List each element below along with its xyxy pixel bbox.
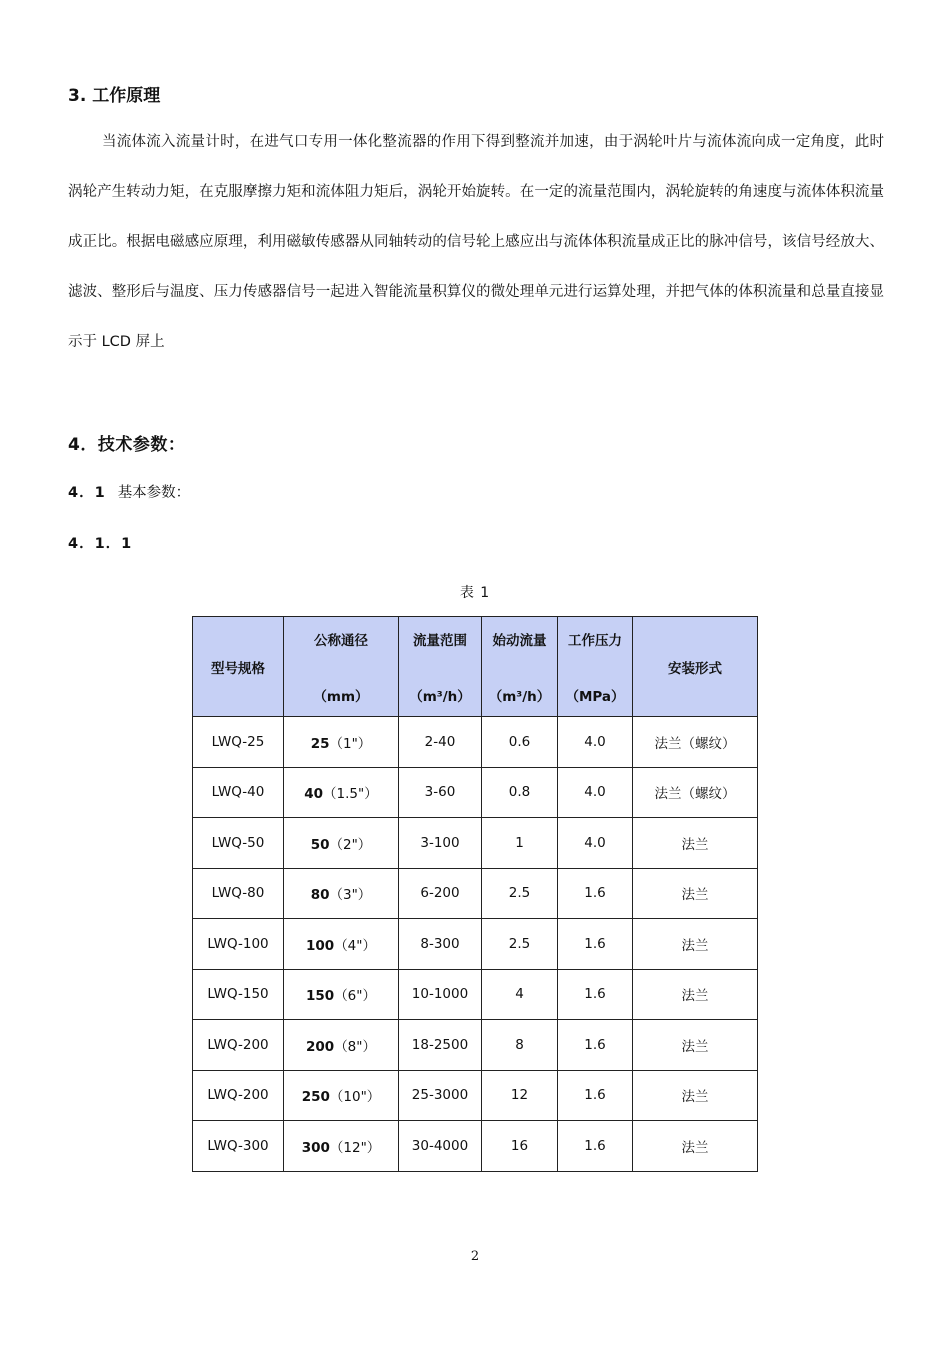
cell-pressure: 4.0 (558, 767, 633, 818)
cell-diameter (284, 1121, 399, 1172)
cell-pressure: 1.6 (558, 1070, 633, 1121)
table-caption: 表 1 (459, 585, 491, 601)
cell-diameter-inch: （4"） (334, 937, 376, 954)
header-flow-unit: （m³/h） (409, 688, 471, 705)
cell-diameter (284, 717, 399, 768)
cell-flow-range: 3-100 (399, 818, 482, 869)
section-4-1-1-heading: 4．1．1 (68, 536, 133, 552)
section-4-heading: 4．技术参数： (68, 435, 186, 455)
cell-diameter-inch: （2"） (329, 836, 372, 853)
cell-model: LWQ-300 (193, 1121, 284, 1172)
cell-flow-range: 30-4000 (399, 1121, 482, 1172)
cell-diameter (284, 868, 399, 919)
header-diameter-label: 公称通径 (314, 632, 368, 649)
cell-flow-range: 25-3000 (399, 1070, 482, 1121)
header-diameter-unit: （mm） (313, 688, 369, 705)
cell-diameter-mm: 50 (310, 836, 330, 853)
cell-model: LWQ-200 (193, 1020, 284, 1071)
cell-diameter-mm: 100 (306, 937, 335, 954)
table-row (193, 1121, 758, 1172)
table-body (193, 717, 758, 1172)
cell-start-flow: 0.6 (482, 717, 558, 768)
cell-model: LWQ-80 (193, 868, 284, 919)
cell-start-flow: 12 (482, 1070, 558, 1121)
cell-start-flow: 1 (482, 818, 558, 869)
cell-start-flow: 2.5 (482, 868, 558, 919)
cell-diameter (284, 969, 399, 1020)
table-row (193, 717, 758, 768)
cell-diameter (284, 919, 399, 970)
cell-diameter-inch: （1"） (329, 735, 372, 752)
header-flow (399, 617, 482, 717)
cell-install: 法兰 (633, 969, 758, 1020)
cell-model: LWQ-25 (193, 717, 284, 768)
cell-diameter-inch: （1.5"） (323, 786, 378, 803)
cell-pressure: 4.0 (558, 818, 633, 869)
cell-diameter-inch: （6"） (334, 988, 376, 1005)
table-row (193, 868, 758, 919)
cell-diameter-mm: 200 (306, 1038, 335, 1055)
table-row (193, 1020, 758, 1071)
header-diameter (284, 617, 399, 717)
working-principle-paragraph: 当流体流入流量计时，在进气口专用一体化整流器的作用下得到整流并加速，由于涡轮叶片与流体流向成一定角度，此时涡轮产生转动力矩，在克服摩擦力矩和流体阻力矩后，涡轮开始旋转。在一定的流量范围内，涡轮旋转的角速度与流体体积流量成正比。根据电磁感应原理，利用磁敏传感器从同轴转动的信号轮上感应出与流体体积流量成正比的脉冲信号，该信号经放大、滤波、整形后与温度、压力传感器信号一起进入智能流量积算仪的微处理单元进行运算处理，并把气体的体积流量和总量直接显示于 LCD 屏上 (68, 134, 884, 350)
cell-install: 法兰 (633, 868, 758, 919)
cell-install: 法兰（螺纹） (633, 767, 758, 818)
cell-install: 法兰 (633, 919, 758, 970)
cell-start-flow: 4 (482, 969, 558, 1020)
cell-flow-range: 3-60 (399, 767, 482, 818)
cell-install: 法兰 (633, 1070, 758, 1121)
header-model: 型号规格 (193, 617, 284, 717)
table-header-row (193, 617, 758, 717)
cell-pressure: 1.6 (558, 1121, 633, 1172)
section-4-1-heading (68, 481, 190, 502)
cell-model: LWQ-100 (193, 919, 284, 970)
cell-install: 法兰 (633, 1121, 758, 1172)
cell-diameter-inch: （10"） (329, 1089, 381, 1106)
cell-model: LWQ-50 (193, 818, 284, 869)
cell-pressure: 1.6 (558, 919, 633, 970)
page-number: 2 (470, 1249, 480, 1264)
section-4-1-number: 4．1 (68, 485, 106, 501)
cell-flow-range: 6-200 (399, 868, 482, 919)
cell-install: 法兰（螺纹） (633, 717, 758, 768)
table-row (193, 1070, 758, 1121)
cell-model: LWQ-150 (193, 969, 284, 1020)
section-4-1-title: 基本参数： (117, 485, 191, 501)
header-flow-label: 流量范围 (413, 632, 467, 649)
cell-diameter-inch: （3"） (329, 887, 372, 904)
cell-diameter (284, 767, 399, 818)
table-row (193, 818, 758, 869)
cell-pressure: 1.6 (558, 969, 633, 1020)
cell-install: 法兰 (633, 1020, 758, 1071)
cell-model: LWQ-200 (193, 1070, 284, 1121)
cell-start-flow: 16 (482, 1121, 558, 1172)
header-install: 安装形式 (633, 617, 758, 717)
cell-diameter-inch: （8"） (334, 1038, 376, 1055)
cell-diameter (284, 1070, 399, 1121)
cell-start-flow: 8 (482, 1020, 558, 1071)
header-start-unit: （m³/h） (488, 688, 551, 705)
cell-diameter-mm: 40 (304, 786, 324, 803)
header-start-flow (482, 617, 558, 717)
cell-flow-range: 8-300 (399, 919, 482, 970)
cell-install: 法兰 (633, 818, 758, 869)
cell-pressure: 1.6 (558, 1020, 633, 1071)
cell-model: LWQ-40 (193, 767, 284, 818)
cell-diameter-mm: 150 (306, 988, 335, 1005)
table-row (193, 767, 758, 818)
cell-flow-range: 10-1000 (399, 969, 482, 1020)
cell-diameter-mm: 300 (301, 1139, 330, 1156)
cell-diameter-mm: 80 (310, 887, 330, 904)
header-start-label: 始动流量 (492, 632, 547, 649)
cell-diameter (284, 818, 399, 869)
header-pressure-label: 工作压力 (568, 632, 622, 649)
cell-diameter-mm: 25 (310, 735, 330, 752)
table-row (193, 969, 758, 1020)
cell-diameter-mm: 250 (301, 1089, 330, 1106)
cell-start-flow: 0.8 (482, 767, 558, 818)
cell-diameter (284, 1020, 399, 1071)
cell-flow-range: 18-2500 (399, 1020, 482, 1071)
table-row (193, 919, 758, 970)
header-pressure (558, 617, 633, 717)
spec-table (192, 616, 758, 1172)
section-3-heading: 3. 工作原理 (68, 86, 161, 106)
cell-pressure: 1.6 (558, 868, 633, 919)
cell-pressure: 4.0 (558, 717, 633, 768)
cell-diameter-inch: （12"） (329, 1139, 381, 1156)
cell-start-flow: 2.5 (482, 919, 558, 970)
header-pressure-unit: （MPa） (565, 688, 625, 705)
cell-flow-range: 2-40 (399, 717, 482, 768)
